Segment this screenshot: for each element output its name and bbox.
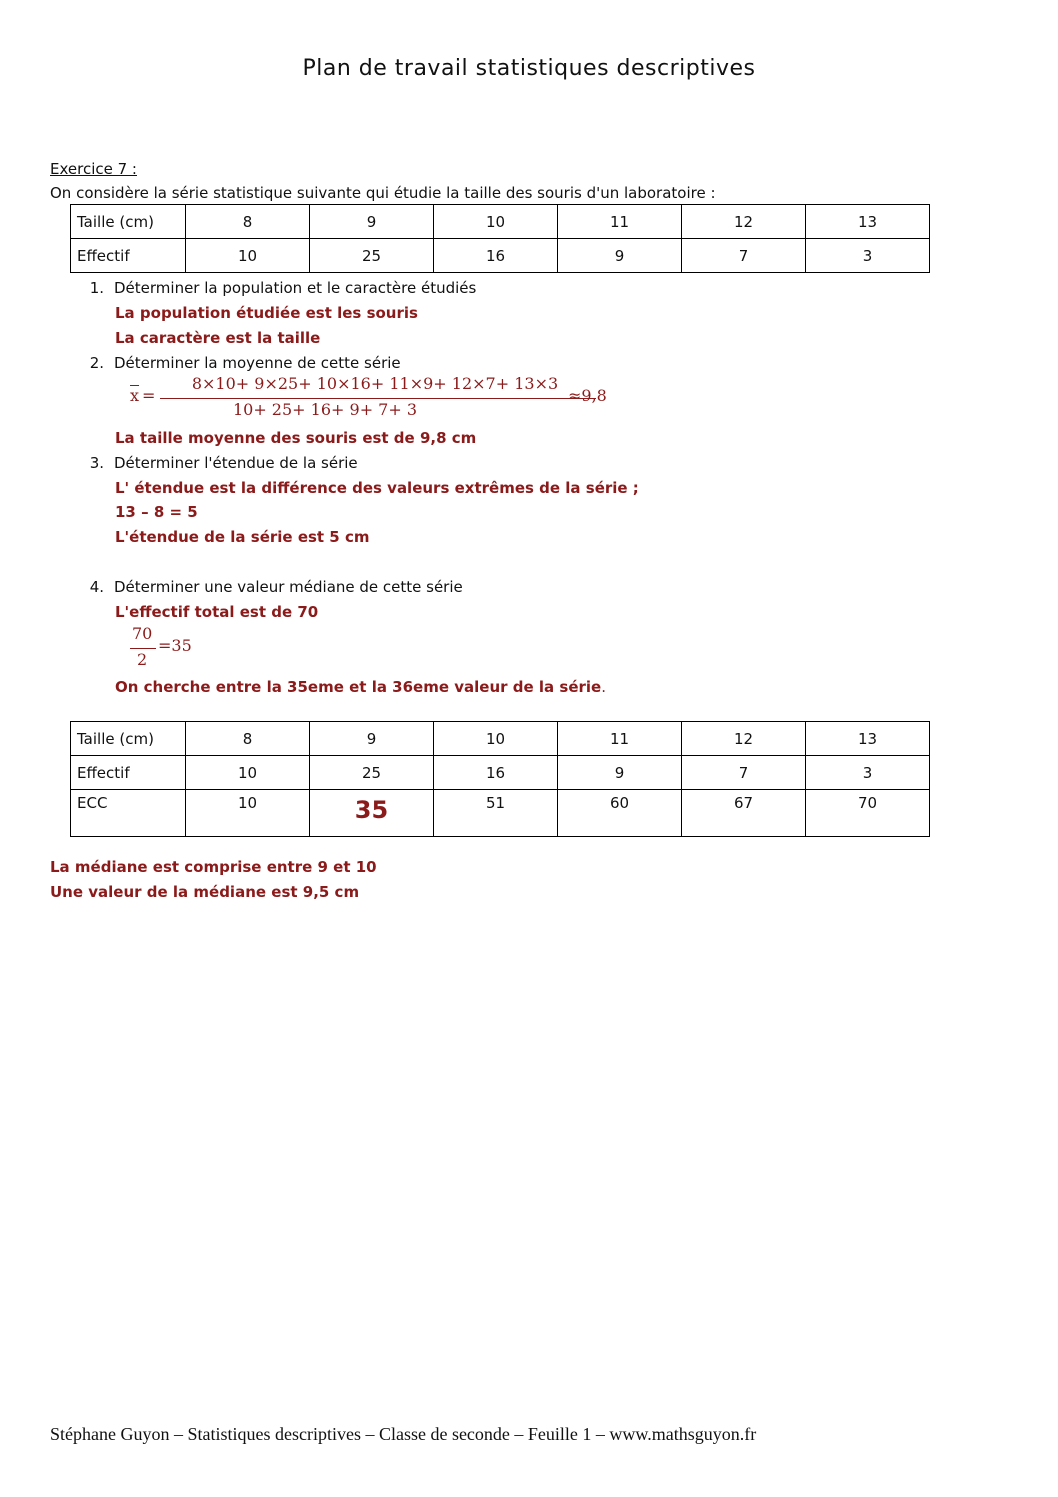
table-cell: 11 xyxy=(558,205,682,239)
exercise-heading: Exercice 7 : xyxy=(50,160,137,178)
table-cell: 16 xyxy=(434,239,558,273)
table-cell: 10 xyxy=(434,722,558,756)
table-cell: 13 xyxy=(806,722,930,756)
table-row xyxy=(71,205,930,239)
answer-4b xyxy=(115,678,606,696)
table-cell: 25 xyxy=(310,239,434,273)
page-title: Plan de travail statistiques descriptives xyxy=(302,56,756,81)
table-cell: 10 xyxy=(186,790,310,837)
median-fraction xyxy=(130,624,210,670)
conclusion-1: La médiane est comprise entre 9 et 10 xyxy=(50,858,377,876)
question-number: 2. xyxy=(89,354,104,372)
table-row xyxy=(71,790,930,837)
table-cell: 60 xyxy=(558,790,682,837)
data-table-2 xyxy=(70,721,930,837)
question-text: Déterminer l'étendue de la série xyxy=(114,454,358,472)
table-cell: Effectif xyxy=(71,239,186,273)
data-table-1 xyxy=(70,204,930,273)
table-cell: 9 xyxy=(310,722,434,756)
fraction-numerator: 70 xyxy=(132,624,153,643)
xbar-symbol: $\overline{x}$ xyxy=(130,386,140,405)
fraction-denominator: 2 xyxy=(137,650,148,669)
table-cell: 10 xyxy=(186,756,310,790)
table-cell: 12 xyxy=(682,205,806,239)
table-cell: 3 xyxy=(806,239,930,273)
table-cell: Taille (cm) xyxy=(71,722,186,756)
table-cell: 8 xyxy=(186,205,310,239)
table-cell: Taille (cm) xyxy=(71,205,186,239)
formula-numerator: 8×10+ 9×25+ 10×16+ 11×9+ 12×7+ 13×3 xyxy=(191,374,559,393)
table-cell: Effectif xyxy=(71,756,186,790)
question-3 xyxy=(80,454,358,472)
mean-formula xyxy=(130,374,620,424)
question-number: 3. xyxy=(89,454,104,472)
answer-3a: L' étendue est la différence des valeurs extrêmes de la série ; xyxy=(115,479,639,497)
table-cell: 16 xyxy=(434,756,558,790)
question-4 xyxy=(80,578,463,596)
question-number: 1. xyxy=(89,279,104,297)
question-text: Déterminer une valeur médiane de cette série xyxy=(114,578,463,596)
table-cell: ECC xyxy=(71,790,186,837)
fraction-result: =35 xyxy=(158,636,192,655)
question-number: 4. xyxy=(89,578,104,596)
table-row xyxy=(71,239,930,273)
answer-4a: L'effectif total est de 70 xyxy=(115,603,319,621)
table-cell: 9 xyxy=(558,239,682,273)
fraction-bar xyxy=(160,398,596,399)
table-cell: 67 xyxy=(682,790,806,837)
fraction-bar xyxy=(130,648,156,649)
table-cell: 25 xyxy=(310,756,434,790)
table-cell: 7 xyxy=(682,239,806,273)
table-cell: 9 xyxy=(310,205,434,239)
table-cell-highlight: 35 xyxy=(310,790,434,837)
formula-result: ≈9,8 xyxy=(568,386,607,405)
answer-3b: 13 – 8 = 5 xyxy=(115,503,198,521)
table-cell: 70 xyxy=(806,790,930,837)
question-text: Déterminer la moyenne de cette série xyxy=(114,354,401,372)
answer-1b: La caractère est la taille xyxy=(115,329,321,347)
exercise-intro: On considère la série statistique suivante qui étudie la taille des souris d'un laboratoire : xyxy=(50,184,716,202)
table-cell: 7 xyxy=(682,756,806,790)
table-cell: 9 xyxy=(558,756,682,790)
table-row xyxy=(71,722,930,756)
answer-1a: La population étudiée est les souris xyxy=(115,304,418,322)
table-cell: 10 xyxy=(186,239,310,273)
table-cell: 12 xyxy=(682,722,806,756)
table-cell: 11 xyxy=(558,722,682,756)
answer-3c: L'étendue de la série est 5 cm xyxy=(115,528,370,546)
formula-denominator: 10+ 25+ 16+ 9+ 7+ 3 xyxy=(232,400,418,419)
table-cell: 13 xyxy=(806,205,930,239)
page-footer: Stéphane Guyon – Statistiques descriptives – Classe de seconde – Feuille 1 – www.mathsguyon.fr xyxy=(50,1424,757,1444)
table-cell: 3 xyxy=(806,756,930,790)
question-text: Déterminer la population et le caractère étudiés xyxy=(114,279,477,297)
question-1 xyxy=(80,279,476,297)
answer-4b-text: On cherche entre la 35eme et la 36eme valeur de la série xyxy=(115,678,602,696)
table-cell: 51 xyxy=(434,790,558,837)
table-cell: 10 xyxy=(434,205,558,239)
table-row xyxy=(71,756,930,790)
table-cell: 8 xyxy=(186,722,310,756)
question-2 xyxy=(80,354,401,372)
answer-2: La taille moyenne des souris est de 9,8 cm xyxy=(115,429,477,447)
equals-sign: = xyxy=(142,386,156,405)
conclusion-2: Une valeur de la médiane est 9,5 cm xyxy=(50,883,360,901)
answer-4b-period: . xyxy=(601,678,606,696)
